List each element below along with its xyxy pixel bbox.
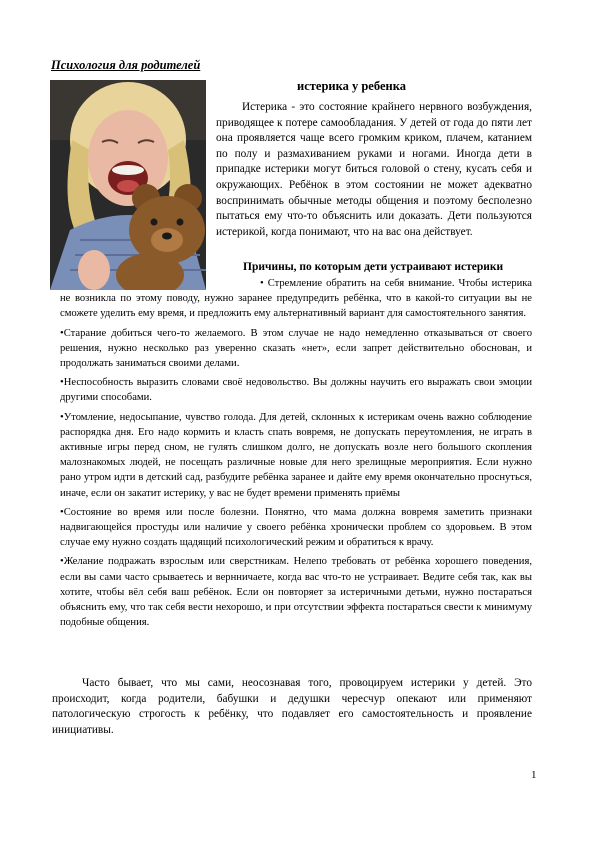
final-paragraph: Часто бывает, что мы сами, неосознавая того, провоцируем истерики у детей. Это происходит, когда родители, бабушки и дедушки чересчур опекают или применяют патологическую строгость к ребёнку, что подавляет его самостоятельность и проявление инициативы. xyxy=(52,677,532,736)
crying-girl-photo xyxy=(50,80,206,290)
reason-item xyxy=(60,410,532,501)
reason-text: Утомление, недосыпание, чувство голода. Для детей, склонных к истерикам очень важно соблюдение распорядка дня. Его надо кормить и класть спать вовремя, не допускать переутомления, не играть в активные игры перед сном, не гулять слишком долго, не допускать возле него большого скопления малознакомых людей, не посещать различные новые для него зрелищные мероприятия. Если нужно рано утром идти в детский сад, разбудите ребёнка заранее и дайте ему время окончательно проснуться, иначе, если он закатит истерику, у вас не будет времени применять приёмы xyxy=(60,411,532,499)
section-header: Психология для родителей xyxy=(51,58,201,72)
reason-text: Стремление обратить на себя внимание. Чтобы истерика не возникла по этому поводу, нужно заранее предупредить ребёнка, что в какой-то ситуации вы не сможете уделить ему время, и предложить ему альтернативный вариант для самостоятельного занятия. xyxy=(60,278,532,320)
page-number: 1 xyxy=(531,769,537,781)
bullet-glyph: • xyxy=(60,411,64,423)
bullet-glyph: • xyxy=(60,506,64,518)
reason-item xyxy=(60,375,532,405)
reason-text: Старание добиться чего-то желаемого. В этом случае не надо немедленно отказываться от своего решения, нужно несколько раз уверенно сказать «нет», если запрет действительно обоснован, и продолжать заниматься своими делами. xyxy=(60,327,532,370)
bullet-glyph: • xyxy=(260,278,264,289)
photo-illustration xyxy=(50,80,206,290)
reasons-heading: Причины, по которым дети устраивают истерики xyxy=(243,261,504,273)
intro-paragraph: Истерика - это состояние крайнего нервного возбуждения, приводящее к потере самообладания. У детей от года до пяти лет она проявляется чаще всего громким криком, плачем, катанием по полу и размахиванием руками и ногами. Иногда дети в припадке истерики могут биться головой о стену, кусать себя и окружающих. Ребёнок в этом состоянии не может адекватно воспринимать обычные методы общения и поэтому бесполезно пытаться ему что-то объяснить или доказать. Дети пользуются истерикой, когда понимают, что на вас она действует. xyxy=(216,101,532,238)
page-title: истерика у ребенка xyxy=(297,79,406,93)
reason-text: Желание подражать взрослым или сверстникам. Нелепо требовать от ребёнка хорошего поведения, если вы сами часто срываетесь и вернничаете, когда вас что-то не устраивает. Ведите себя так, как вы хотите, чтобы вёл себя ваш ребёнок. Если он повторяет за истеричными детьми, нужно постараться объяснить ему, что так себя вести нехорошо, и при отсутствии эффекта постараться свести к минимуму подобные общения. xyxy=(60,556,532,629)
reason-text: Неспособность выразить словами своё недовольство. Вы должны научить его выражать свои эмоции другими способами. xyxy=(60,377,532,404)
reason-item xyxy=(60,326,532,372)
bullet-glyph: • xyxy=(60,556,64,568)
reasons-list xyxy=(60,276,532,634)
reason-item xyxy=(60,505,532,551)
reason-item xyxy=(60,554,532,630)
reason-text: Состояние во время или после болезни. Понятно, что мама должна вовремя заметить признаки надвигающейся простуды или наличие у своего ребёнка хронически проблем со здоровьем. В этом случае ему нужно создать щадящий психологический режим и обратиться к врачу. xyxy=(60,506,532,549)
bullet-glyph: • xyxy=(60,327,64,339)
reason-item xyxy=(60,276,532,322)
bullet-glyph: • xyxy=(60,377,64,389)
